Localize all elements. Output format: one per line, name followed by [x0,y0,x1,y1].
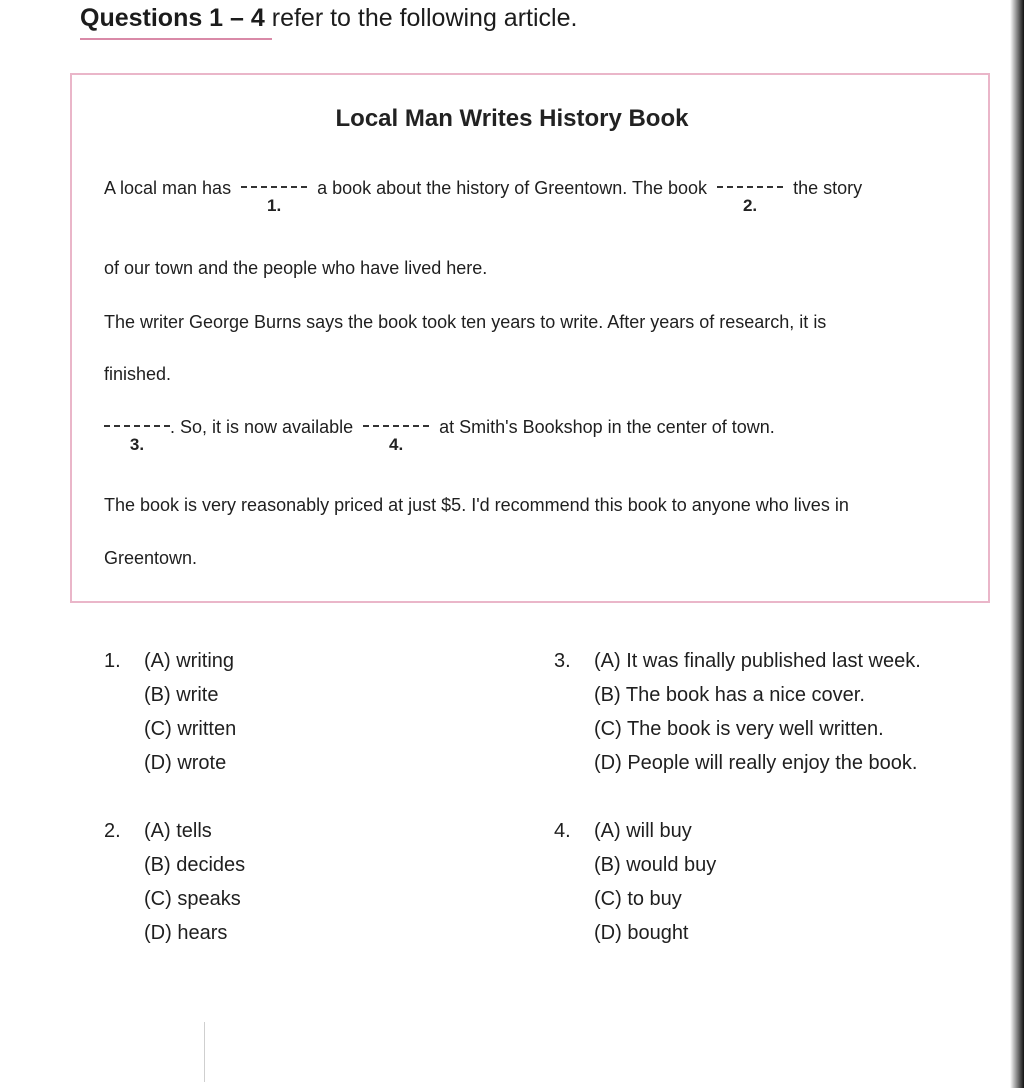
blank-4 [363,415,429,454]
blank-2 [717,176,783,215]
page-edge-shadow [1010,0,1024,1088]
article-line-1 [104,176,863,215]
heading-underline [80,38,272,40]
option-b[interactable]: (B) The book has a nice cover. [594,684,865,706]
option-a[interactable]: (A) tells [144,820,212,842]
blank-1 [241,176,307,215]
question-number: 4. [554,820,571,842]
heading-rest: refer to the following article. [264,4,578,32]
scan-artifact-line [204,1022,205,1082]
article-line-4: finished. [104,364,172,384]
option-b[interactable]: (B) would buy [594,854,717,876]
blank-number: 1. [267,196,282,215]
blank-number: 4. [389,435,404,454]
option-a[interactable]: (A) It was finally published last week. [594,650,921,672]
blank-number: 3. [129,435,145,454]
option-a[interactable]: (A) writing [144,650,235,672]
instructions-heading [80,4,577,33]
question-number: 3. [554,650,571,672]
option-c[interactable]: (C) speaks [144,888,241,910]
option-a[interactable]: (A) will buy [594,820,692,842]
article-text: A local man has [104,178,232,198]
blank-number: 2. [742,196,758,215]
question-number: 1. [104,650,121,672]
option-c[interactable]: (C) to buy [594,888,682,910]
article-line-6: The book is very reasonably priced at just $5. I'd recommend this book to anyone who lives in [104,495,849,515]
option-c[interactable]: (C) The book is very well written. [594,718,884,740]
option-d[interactable]: (D) bought [594,922,689,944]
article-box [70,73,990,603]
article-line-5 [100,415,775,454]
article-line-7: Greentown. [104,548,198,568]
article-text: the story [793,178,863,198]
question-number: 2. [104,820,121,842]
option-b[interactable]: (B) decides [144,854,246,876]
option-d[interactable]: (D) People will really enjoy the book. [594,752,918,774]
article-line-3: The writer George Burns says the book took ten years to write. After years of research, it is [104,312,827,332]
option-d[interactable]: (D) wrote [144,752,227,774]
article-text: at Smith's Bookshop in the center of town. [439,417,775,437]
option-c[interactable]: (C) written [144,718,237,740]
article-text: . So, it is now available [170,417,354,437]
article-title: Local Man Writes History Book [335,105,689,132]
blank-3 [104,415,170,454]
option-b[interactable]: (B) write [144,684,219,706]
option-d[interactable]: (D) hears [144,922,228,944]
article-line-2: of our town and the people who have lived here. [104,258,488,278]
heading-question-range: Questions 1 – 4 [80,4,265,32]
article-text: a book about the history of Greentown. The book [317,178,708,198]
